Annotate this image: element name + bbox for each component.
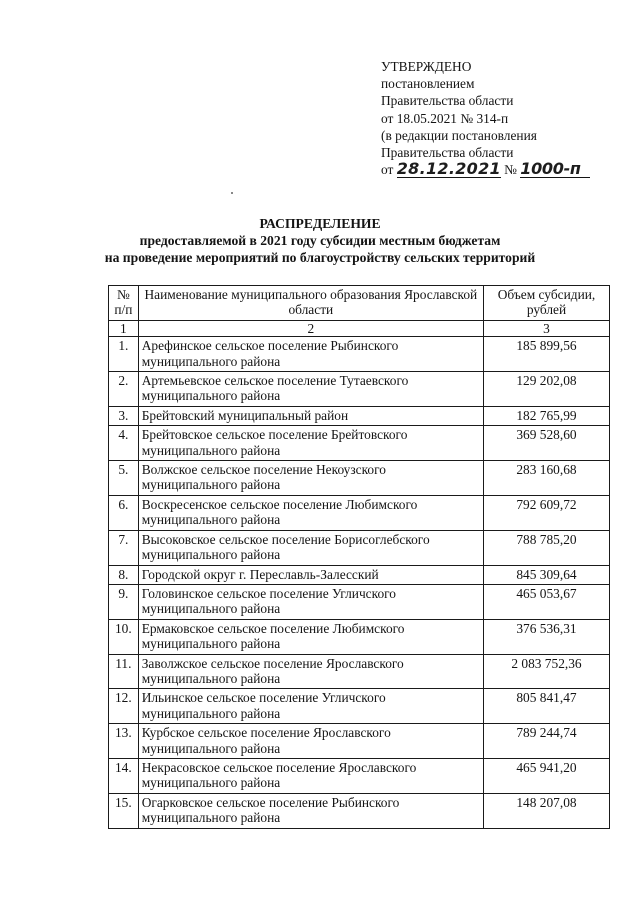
row-municipality-name: Высоковское сельское поселение Борисоглебского муниципального района [138, 530, 483, 565]
row-subsidy-amount: 788 785,20 [483, 530, 609, 565]
row-municipality-name: Курбское сельское поселение Ярославского муниципального района [138, 724, 483, 759]
row-subsidy-amount: 148 207,08 [483, 793, 609, 828]
row-number: 7. [109, 530, 139, 565]
table-row [109, 530, 610, 565]
approval-line: постановлением [381, 76, 475, 92]
table-row [109, 793, 610, 828]
row-municipality-name: Воскресенское сельское поселение Любимского муниципального района [138, 495, 483, 530]
row-number: 15. [109, 793, 139, 828]
row-municipality-name: Городской округ г. Переславль-Залесский [138, 565, 483, 584]
table-row [109, 654, 610, 689]
row-number: 11. [109, 654, 139, 689]
table-row [109, 724, 610, 759]
row-municipality-name: Артемьевское сельское поселение Тутаевского муниципального района [138, 372, 483, 407]
row-subsidy-amount: 465 053,67 [483, 584, 609, 619]
row-subsidy-amount: 129 202,08 [483, 372, 609, 407]
approval-line: Правительства области [381, 145, 514, 161]
row-municipality-name: Некрасовское сельское поселение Ярославского муниципального района [138, 758, 483, 793]
row-municipality-name: Ермаковское сельское поселение Любимского муниципального района [138, 619, 483, 654]
handwritten-number: 1000-п [520, 161, 590, 178]
approval-date-line [381, 161, 633, 178]
row-number: 4. [109, 426, 139, 461]
header-num: № п/п [109, 286, 139, 321]
from-label: от [381, 162, 394, 178]
row-number: 12. [109, 689, 139, 724]
scan-speck [231, 192, 233, 194]
table-header-row [109, 286, 610, 321]
row-municipality-name: Заволжское сельское поселение Ярославского муниципального района [138, 654, 483, 689]
row-municipality-name: Брейтовский муниципальный район [138, 406, 483, 425]
column-index-row [109, 320, 610, 336]
row-subsidy-amount: 792 609,72 [483, 495, 609, 530]
column-index: 1 [109, 320, 139, 336]
row-subsidy-amount: 283 160,68 [483, 461, 609, 496]
row-number: 14. [109, 758, 139, 793]
row-subsidy-amount: 376 536,31 [483, 619, 609, 654]
table-row [109, 426, 610, 461]
row-subsidy-amount: 465 941,20 [483, 758, 609, 793]
row-number: 10. [109, 619, 139, 654]
row-subsidy-amount: 369 528,60 [483, 426, 609, 461]
row-municipality-name: Волжское сельское поселение Некоузского муниципального района [138, 461, 483, 496]
row-municipality-name: Брейтовское сельское поселение Брейтовского муниципального района [138, 426, 483, 461]
table-row [109, 495, 610, 530]
number-label: № [504, 162, 517, 178]
table-row [109, 584, 610, 619]
row-number: 13. [109, 724, 139, 759]
row-municipality-name: Ильинское сельское поселение Угличского муниципального района [138, 689, 483, 724]
row-subsidy-amount: 185 899,56 [483, 337, 609, 372]
header-amount: Объем субсидии, рублей [483, 286, 609, 321]
row-municipality-name: Арефинское сельское поселение Рыбинского муниципального района [138, 337, 483, 372]
title-line-1: РАСПРЕДЕЛЕНИЕ [259, 216, 381, 231]
column-index: 2 [138, 320, 483, 336]
row-number: 6. [109, 495, 139, 530]
row-number: 2. [109, 372, 139, 407]
row-subsidy-amount: 789 244,74 [483, 724, 609, 759]
row-number: 5. [109, 461, 139, 496]
table-row [109, 337, 610, 372]
row-subsidy-amount: 182 765,99 [483, 406, 609, 425]
table-row [109, 406, 610, 425]
table-row [109, 565, 610, 584]
table-row [109, 461, 610, 496]
title-line-2: предоставляемой в 2021 году субсидии местным бюджетам [139, 233, 501, 248]
distribution-table [108, 285, 610, 829]
header-name: Наименование муниципального образования Ярославской области [138, 286, 483, 321]
row-municipality-name: Огарковское сельское поселение Рыбинского муниципального района [138, 793, 483, 828]
title-line-3: на проведение мероприятий по благоустройству сельских территорий [104, 250, 536, 265]
row-number: 3. [109, 406, 139, 425]
table-row [109, 619, 610, 654]
row-subsidy-amount: 2 083 752,36 [483, 654, 609, 689]
handwritten-date: 28.12.2021 [396, 159, 501, 179]
document-title [0, 215, 640, 266]
row-number: 8. [109, 565, 139, 584]
approval-line: Правительства области [381, 93, 514, 109]
table-row [109, 689, 610, 724]
table-row [109, 758, 610, 793]
table-row [109, 372, 610, 407]
column-index: 3 [483, 320, 609, 336]
row-subsidy-amount: 845 309,64 [483, 565, 609, 584]
row-municipality-name: Головинское сельское поселение Угличского муниципального района [138, 584, 483, 619]
approval-stamp-block [381, 58, 633, 178]
row-number: 9. [109, 584, 139, 619]
row-number: 1. [109, 337, 139, 372]
approval-heading: УТВЕРЖДЕНО [381, 59, 472, 74]
approval-line: от 18.05.2021 № 314-п [381, 110, 509, 126]
approval-line: (в редакции постановления [381, 127, 537, 143]
row-subsidy-amount: 805 841,47 [483, 689, 609, 724]
